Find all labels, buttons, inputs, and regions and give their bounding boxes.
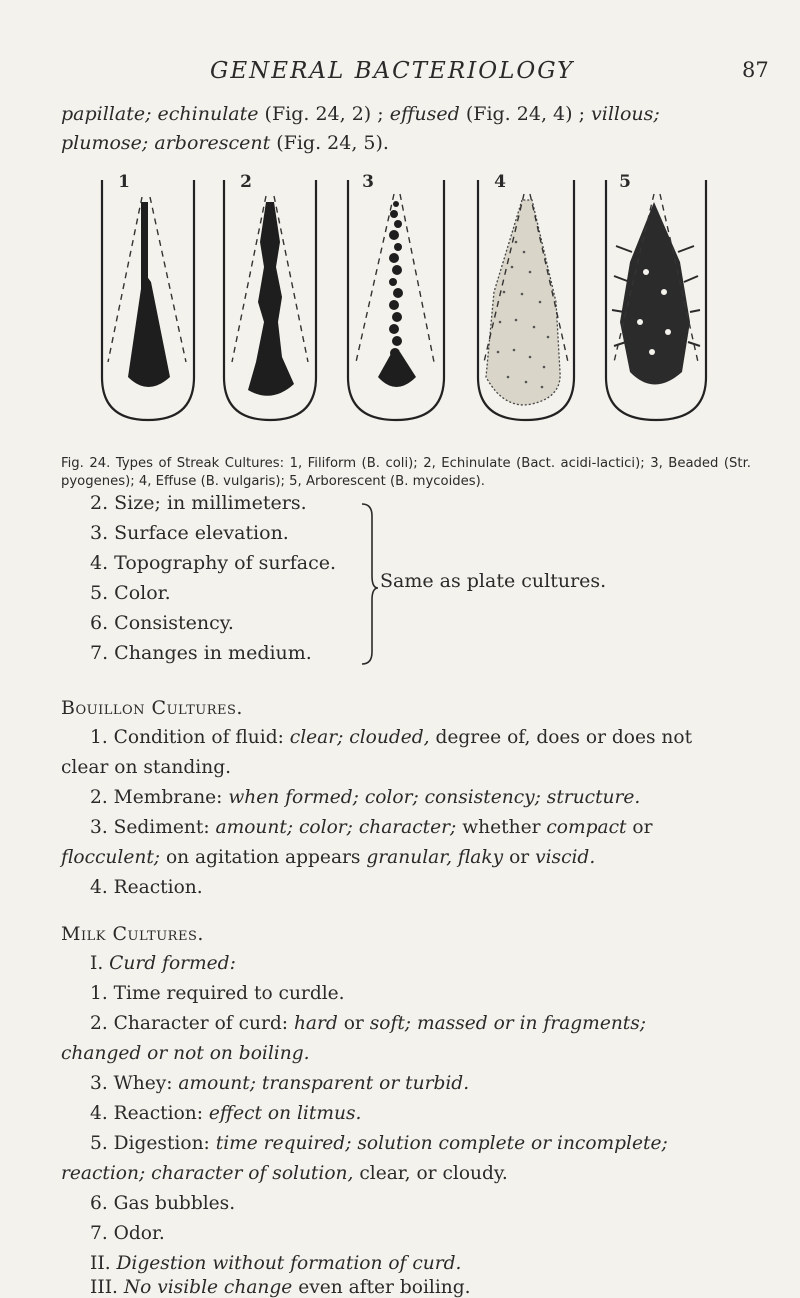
text-run: reaction; character of solution,: [61, 1163, 354, 1184]
figure-number-4: 4: [494, 172, 506, 192]
text-run: 4. Reaction:: [90, 1103, 209, 1124]
milk-line-2: [90, 983, 345, 1004]
milk-line-3: [90, 1013, 646, 1034]
text-run: plumose; arborescent: [61, 132, 271, 154]
text-run: or: [503, 847, 536, 868]
text-run: or: [337, 1013, 370, 1034]
text-run: soft; massed or in fragments;: [369, 1013, 647, 1034]
text-run: time required; solution complete or incomplete;: [215, 1133, 668, 1154]
text-run: effused: [389, 103, 460, 125]
text-run: (Fig. 24, 2) ;: [258, 103, 390, 125]
text-run: when formed; color; consistency; structure.: [228, 787, 641, 808]
figure-number-3: 3: [362, 172, 374, 192]
figure-number-1: 1: [118, 172, 130, 192]
tube-effuse: [464, 172, 589, 447]
text-run: papillate; echinulate: [61, 103, 259, 125]
text-run: whether: [456, 817, 547, 838]
text-run: or: [626, 817, 653, 838]
list-item-size: 2. Size; in millimeters.: [90, 492, 307, 514]
figure-caption: Fig. 24. Types of Streak Cultures: 1, Filiform (B. coli); 2, Echinulate (Bact. acidi-lactici); 3, Beaded (Str. pyogenes); 4, Effuse (B. vulgaris); 5, Arborescent (B. mycoides).: [61, 456, 751, 489]
text-run: Digestion without formation of curd.: [116, 1253, 462, 1274]
tube-arborescent: [590, 172, 720, 447]
text-run: amount; transparent or turbid.: [178, 1073, 470, 1094]
text-run: 2. Membrane:: [90, 787, 229, 808]
tube-filiform: [90, 172, 210, 447]
milk-line-1: [90, 953, 236, 974]
bouillon-line-1: [90, 727, 692, 748]
text-run: amount; color; character;: [215, 817, 457, 838]
text-run: 1. Time required to curdle.: [90, 983, 345, 1004]
text-run: viscid.: [535, 847, 596, 868]
bouillon-line-6: [90, 877, 203, 898]
milk-line-5: [90, 1073, 469, 1094]
text-run: compact: [546, 817, 627, 838]
figure-number-2: 2: [240, 172, 252, 192]
text-run: degree of, does or does not: [429, 727, 693, 748]
bouillon-line-5: [61, 847, 595, 868]
tube-echinulate: [212, 172, 332, 447]
text-run: Curd formed:: [109, 953, 236, 974]
text-run: III.: [90, 1277, 124, 1298]
text-run: (Fig. 24, 5).: [270, 132, 389, 154]
text-run: (Fig. 24, 4) ;: [459, 103, 592, 125]
text-run: hard: [293, 1013, 338, 1034]
text-run: changed or not on boiling.: [61, 1043, 310, 1064]
text-run: effect on litmus.: [208, 1103, 362, 1124]
text-run: 3. Sediment:: [90, 817, 216, 838]
text-run: even after boiling.: [292, 1277, 471, 1298]
intro-line-1: [61, 103, 660, 125]
milk-line-4: [61, 1043, 310, 1064]
milk-line-9: [90, 1193, 235, 1214]
milk-line-6: [90, 1103, 361, 1124]
milk-line-7: [90, 1133, 668, 1154]
text-run: 1. Condition of fluid:: [90, 727, 290, 748]
list-item-consistency: 6. Consistency.: [90, 612, 234, 634]
intro-line-2: [61, 132, 389, 154]
page-number: 87: [742, 58, 769, 82]
text-run: clear on standing.: [61, 757, 232, 778]
bouillon-heading: Bouillon Cultures.: [61, 697, 243, 719]
text-run: I.: [90, 953, 110, 974]
text-run: II.: [90, 1253, 117, 1274]
list-item-color: 5. Color.: [90, 582, 171, 604]
list-item-surface-elevation: 3. Surface elevation.: [90, 522, 289, 544]
milk-line-10: [90, 1223, 165, 1244]
text-run: clear, or cloudy.: [353, 1163, 508, 1184]
brace-label: Same as plate cultures.: [380, 570, 607, 592]
figure-number-5: 5: [619, 172, 631, 192]
running-head: [0, 58, 800, 88]
text-run: 2. Character of curd:: [90, 1013, 294, 1034]
list-item-topography: 4. Topography of surface.: [90, 552, 337, 574]
milk-line-12: [90, 1277, 471, 1298]
bouillon-line-4: [90, 817, 653, 838]
bouillon-line-2: [61, 757, 231, 778]
milk-line-11: [90, 1253, 461, 1274]
text-run: 7. Odor.: [90, 1223, 165, 1244]
running-title: GENERAL BACTERIOLOGY: [210, 58, 575, 84]
text-run: No visible change: [123, 1277, 293, 1298]
text-run: flocculent;: [61, 847, 161, 868]
milk-line-8: [61, 1163, 508, 1184]
text-run: on agitation appears: [160, 847, 367, 868]
text-run: villous;: [591, 103, 660, 125]
text-run: 5. Digestion:: [90, 1133, 216, 1154]
text-run: 6. Gas bubbles.: [90, 1193, 236, 1214]
figure-streak-cultures: [90, 172, 720, 447]
text-run: clear; clouded,: [289, 727, 430, 748]
bouillon-line-3: [90, 787, 640, 808]
text-run: granular, flaky: [366, 847, 504, 868]
text-run: 3. Whey:: [90, 1073, 179, 1094]
tube-beaded: [334, 172, 459, 447]
milk-heading: Milk Cultures.: [61, 923, 204, 945]
list-item-changes-in-medium: 7. Changes in medium.: [90, 642, 312, 664]
right-brace: [358, 502, 380, 667]
text-run: 4. Reaction.: [90, 877, 203, 898]
